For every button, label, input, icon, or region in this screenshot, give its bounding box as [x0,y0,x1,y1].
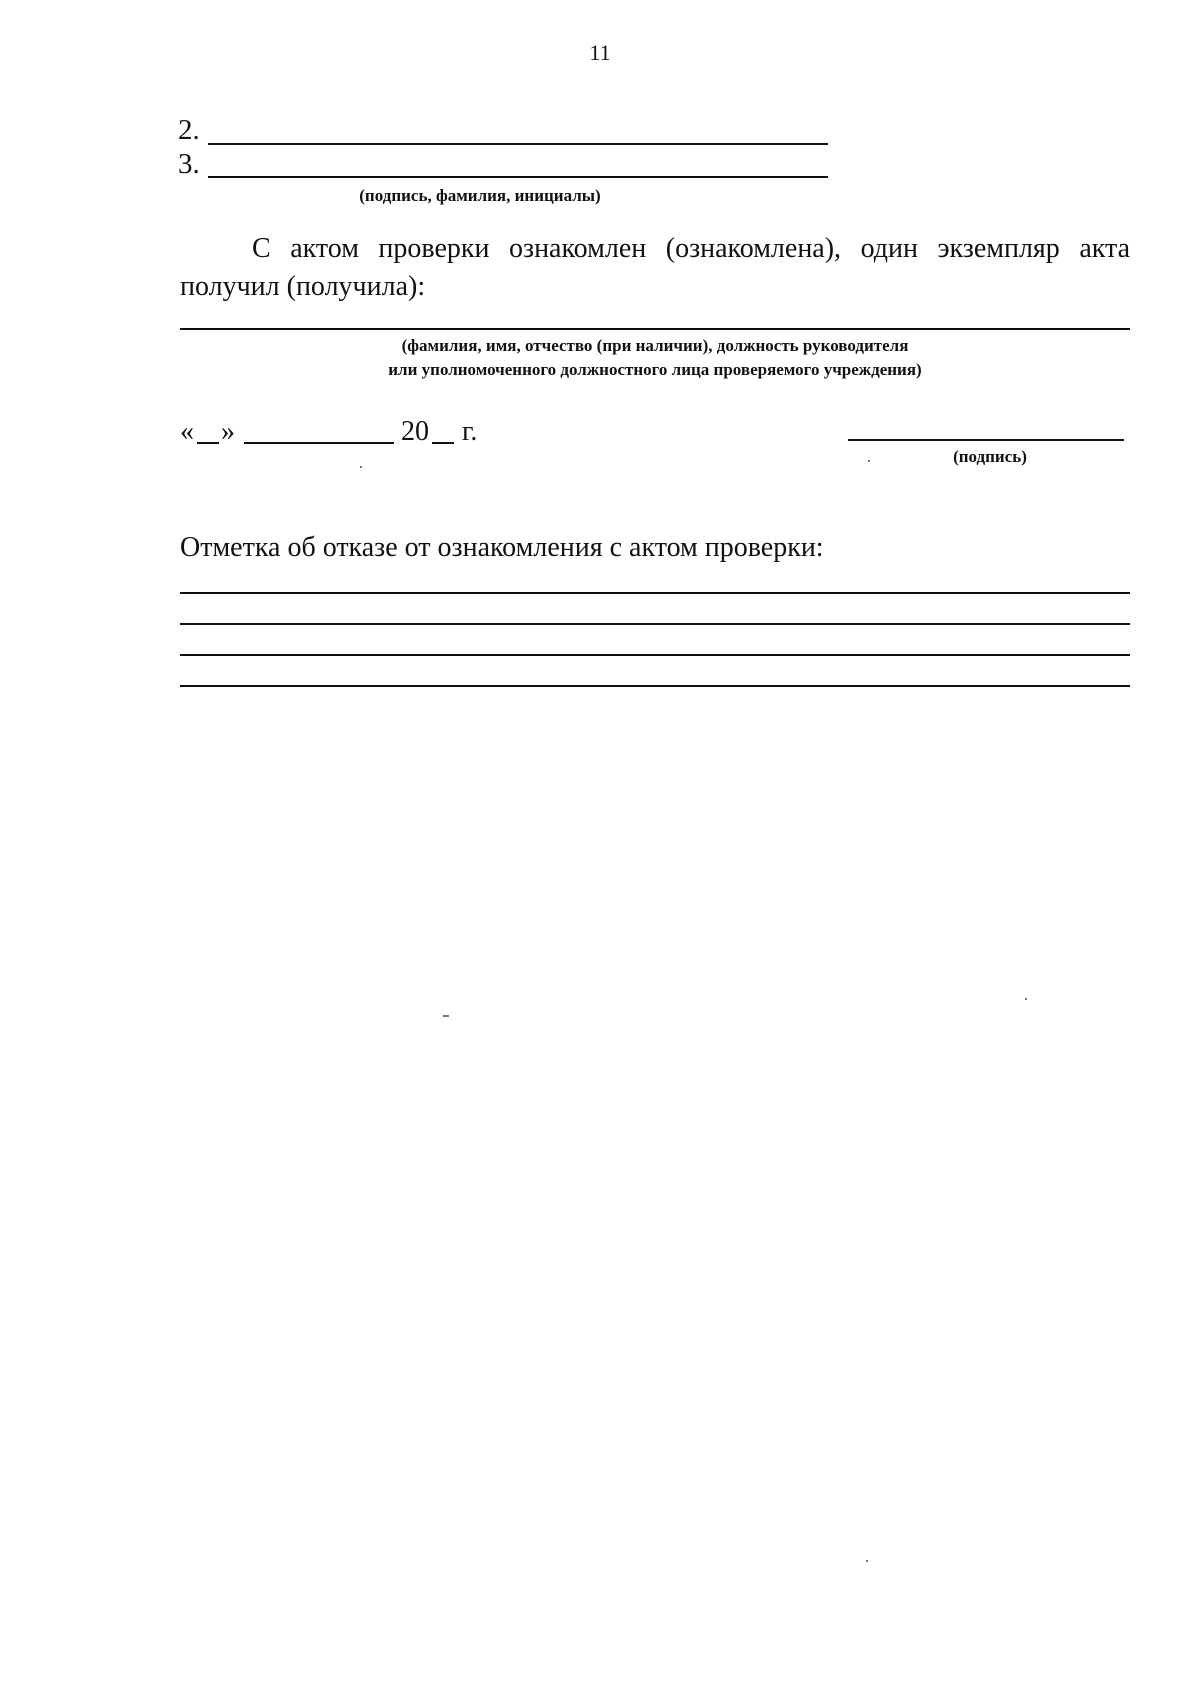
scan-speck [868,460,870,462]
refusal-line-2[interactable] [180,623,1130,625]
date-year-prefix: 20 [401,416,429,447]
date-open-quote: « [180,416,194,447]
date-month-blank[interactable] [244,442,394,444]
recipient-caption-line1: (фамилия, имя, отчество (при наличии), должность руководителя [401,336,909,355]
date-day-blank[interactable] [197,442,219,444]
page-number: 11 [589,40,611,65]
refusal-line-3[interactable] [180,654,1130,656]
recipient-caption-line2: или уполномоченного должностного лица проверяемого учреждения) [388,360,922,379]
scan-speck [1025,998,1027,1000]
signature-item-3-label: 3. [178,148,200,180]
acknowledgement-text: С актом проверки ознакомлен (ознакомлена), один экземпляр акта получил (получила): [180,233,1130,302]
signature-line-2[interactable] [208,143,828,145]
signature-line-3[interactable] [208,176,828,178]
scan-speck [866,1560,868,1562]
refusal-line-4[interactable] [180,685,1130,687]
date-year-blank[interactable] [432,442,454,444]
refusal-line-1[interactable] [180,592,1130,594]
date-close-quote: » [221,416,235,447]
date-year-suffix: г. [462,416,478,447]
signature-caption: (подпись, фамилия, инициалы) [359,186,601,205]
scan-speck [360,466,362,468]
signature-item-2-label: 2. [178,114,200,146]
signature-line-right[interactable] [848,439,1124,441]
recipient-name-line[interactable] [180,328,1130,330]
scan-speck [443,1015,449,1017]
refusal-title: Отметка об отказе от ознакомления с актом проверки: [180,532,824,563]
signature-right-caption: (подпись) [953,447,1027,466]
